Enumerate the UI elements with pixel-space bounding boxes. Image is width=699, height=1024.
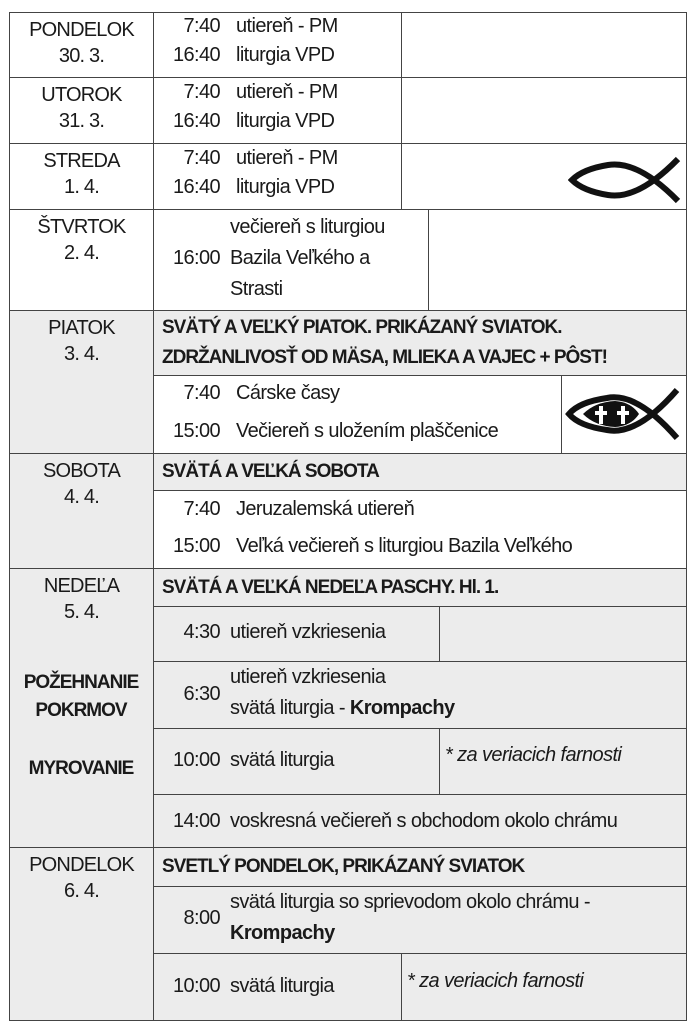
event-text: Bazila Veľkého a: [230, 247, 370, 269]
blank-cell: [401, 12, 687, 78]
event-time: 16:40: [172, 176, 220, 198]
event-time: 10:00: [172, 749, 220, 771]
blank-cell: [428, 209, 687, 311]
event-text: [230, 697, 455, 720]
feast-banner: [153, 310, 687, 376]
event-text: liturgia VPD: [236, 176, 335, 198]
feast-banner: SVÄTÁ A VEĽKÁ SOBOTA: [153, 453, 687, 491]
day-cell: [9, 77, 154, 144]
day-date: 30. 3.: [58, 45, 105, 67]
event-time: 6:30: [183, 683, 220, 705]
blank-cell: [401, 77, 687, 144]
event-text-part: svätá liturgia -: [230, 697, 350, 719]
event-text: svätá liturgia so sprievodom okolo chrámu -: [230, 891, 590, 913]
day-date: 1. 4.: [64, 176, 99, 198]
day-name: ŠTVRTOK: [37, 216, 126, 238]
event-time: 16:40: [172, 44, 220, 66]
location-label: Krompachy: [349, 697, 455, 719]
event-text: voskresná večiereň s obchodom okolo chrámu: [230, 810, 618, 832]
day-cell: [9, 310, 154, 454]
day-date: 4. 4.: [64, 486, 99, 508]
intention-note: * za veriacich farnosti: [407, 970, 584, 992]
intention-note: * za veriacich farnosti: [445, 744, 622, 766]
fish-with-crosses-icon: [565, 386, 683, 442]
day-name: UTOROK: [41, 84, 122, 106]
event-time: 14:00: [172, 810, 220, 832]
event-time: 15:00: [172, 420, 220, 442]
day-date: 6. 4.: [64, 880, 99, 902]
day-name: PIATOK: [48, 317, 115, 339]
event-time: 7:40: [183, 15, 220, 37]
event-text: utiereň vzkriesenia: [230, 621, 386, 643]
fish-icon: [568, 155, 684, 205]
event-text: liturgia VPD: [236, 110, 335, 132]
day-cell: [9, 209, 154, 311]
event-text: večiereň s liturgiou: [230, 216, 385, 238]
day-date: 31. 3.: [58, 110, 105, 132]
blank-cell: [439, 606, 687, 662]
anointing-note: MYROVANIE: [28, 758, 134, 779]
day-date: 2. 4.: [64, 242, 99, 264]
event-time: 7:40: [183, 147, 220, 169]
blessing-note: POŽEHNANIE: [23, 672, 139, 693]
event-text: svätá liturgia: [230, 975, 334, 997]
event-text: liturgia VPD: [236, 44, 335, 66]
event-time: 8:00: [183, 907, 220, 929]
event-text: utiereň - PM: [236, 15, 338, 37]
event-text: utiereň - PM: [236, 81, 338, 103]
day-date: 3. 4.: [64, 343, 99, 365]
event-text: Večiereň s uložením plaščenice: [236, 420, 499, 442]
day-name: STREDA: [43, 150, 120, 172]
feast-banner: SVETLÝ PONDELOK, PRIKÁZANÝ SVIATOK: [153, 847, 687, 887]
banner-line: ZDRŽANLIVOSŤ OD MÄSA, MLIEKA A VAJEC + PÔST!: [162, 347, 607, 368]
day-cell: [9, 143, 154, 210]
event-time: 15:00: [172, 535, 220, 557]
day-name: PONDELOK: [29, 19, 134, 41]
event-time: 16:00: [172, 247, 220, 269]
event-time: 4:30: [183, 621, 220, 643]
event-text: svätá liturgia: [230, 749, 334, 771]
feast-banner: SVÄTÁ A VEĽKÁ NEDEĽA PASCHY. Hl. 1.: [153, 568, 687, 607]
event-text: Jeruzalemská utiereň: [236, 498, 415, 520]
day-cell: [9, 847, 154, 1021]
event-text: utiereň vzkriesenia: [230, 666, 386, 688]
event-time: 7:40: [183, 81, 220, 103]
day-name: PONDELOK: [29, 854, 134, 876]
banner-line: SVÄTÝ A VEĽKÝ PIATOK. PRIKÁZANÝ SVIATOK.: [162, 317, 562, 338]
event-text: Cárske časy: [236, 382, 340, 404]
event-time: 7:40: [183, 382, 220, 404]
event-text: Strasti: [230, 278, 283, 300]
location-label: Krompachy: [230, 922, 335, 944]
event-time: 16:40: [172, 110, 220, 132]
event-text: Veľká večiereň s liturgiou Bazila Veľkého: [236, 535, 573, 557]
event-text: utiereň - PM: [236, 147, 338, 169]
day-name: SOBOTA: [42, 460, 121, 482]
event-time: 7:40: [183, 498, 220, 520]
day-name: NEDEĽA: [43, 575, 120, 597]
day-date: 5. 4.: [64, 601, 99, 623]
blessing-note: POKRMOV: [35, 700, 127, 721]
day-cell: [9, 453, 154, 569]
day-cell: [9, 12, 154, 78]
event-time: 10:00: [172, 975, 220, 997]
